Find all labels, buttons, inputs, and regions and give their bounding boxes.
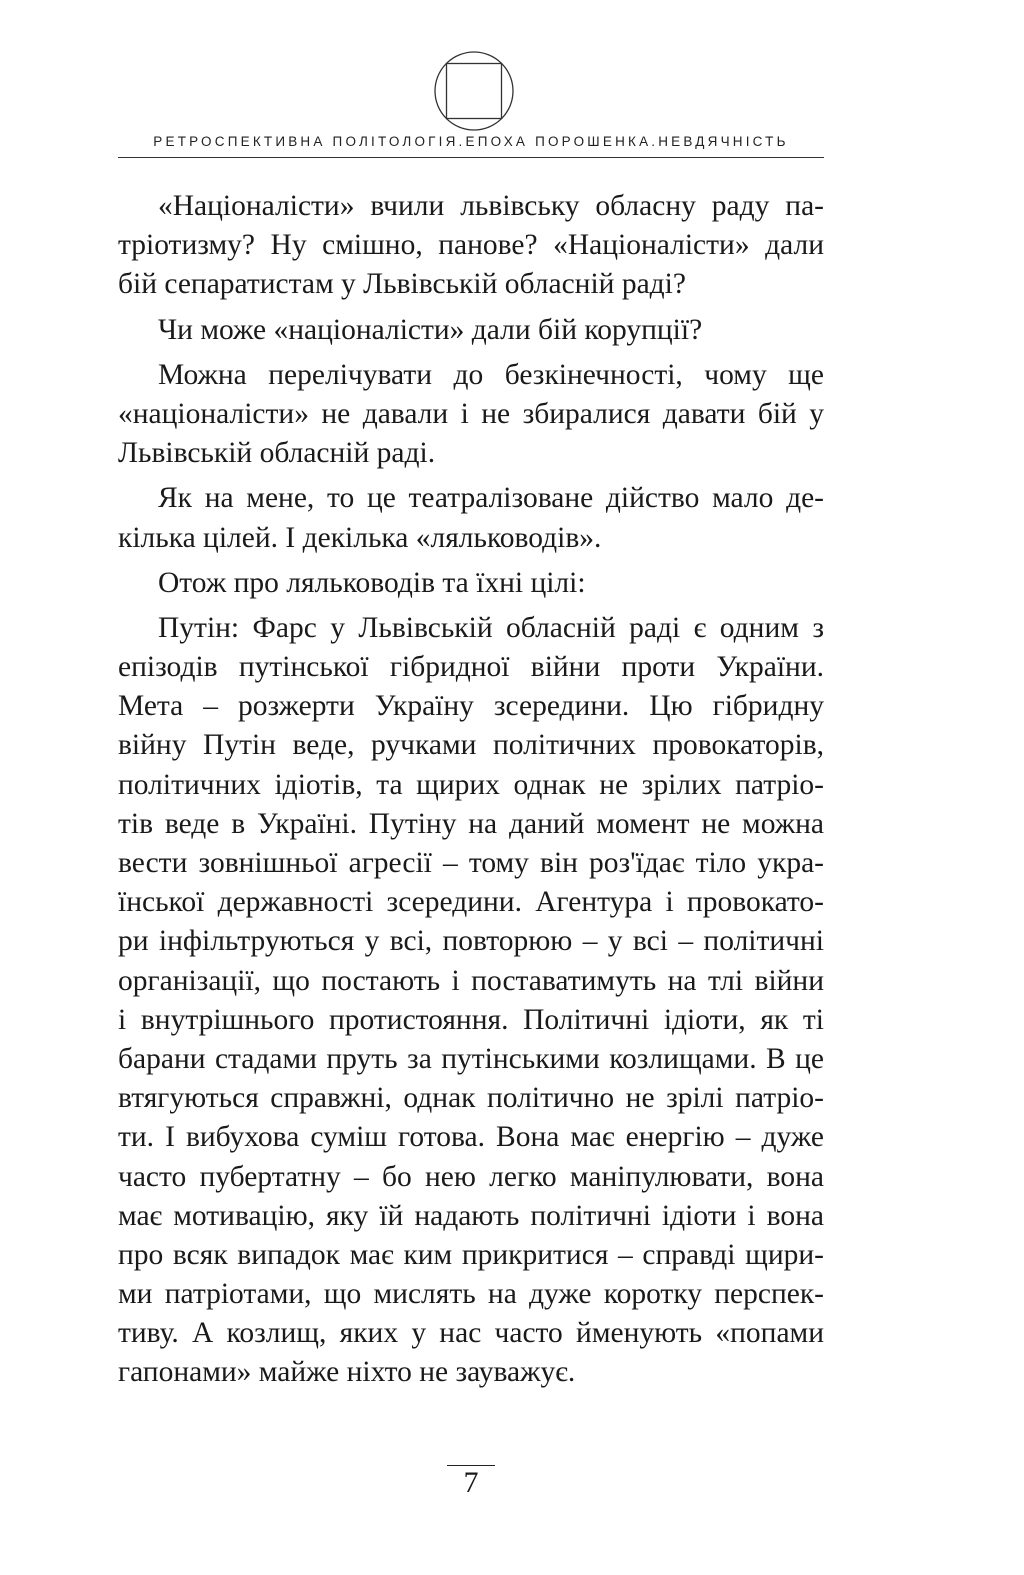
paragraph [118,311,824,350]
main-text [118,187,824,1393]
text-line: має мотивацію, яку їй надають політичні ідіоти і вона [118,1199,824,1232]
text-line: вести зовнішньої агресії – тому він роз'їдає тіло укра- [118,847,824,879]
paragraph [118,187,824,305]
running-header-title: РЕТРОСПЕКТИВНА ПОЛІТОЛОГІЯ.ЕПОХА ПОРОШЕНКА.НЕВДЯЧНІСТЬ [153,134,789,149]
text-line: політичних ідіотів, та щирих однак не зрілих патріо- [118,768,824,801]
circle-square-emblem-icon [433,50,515,132]
text-line: Львівській обласній раді. [118,437,436,470]
text-line: тів веде в Україні. Путіну на даний момент не можна [118,807,824,840]
text-line: гапонами» майже ніхто не зауважує. [118,1356,576,1389]
text-line: ми патріотами, що мислять на дуже коротку перспек- [118,1278,824,1311]
paragraph [118,609,824,1393]
text-line: їнської державності зсередини. Агентура і провокато- [118,886,824,919]
paragraph [118,356,824,474]
text-line: тріотизму? Ну смішно, панове? «Націоналісти» дали [118,229,824,262]
text-line: і внутрішнього протистояння. Політичні ідіоти, як ті [118,1003,824,1036]
paragraph [118,479,824,557]
text-line: тиву. А козлищ, яких у нас часто йменують «попами [118,1317,824,1350]
text-line: війну Путін веде, ручками політичних провокаторів, [118,729,824,762]
text-line: епізодів путінської гібридної війни проти України. [118,651,824,684]
text-line: «націоналісти» не давали і не збиралися давати бій у [118,397,824,430]
text-line: Як на мене, то це театралізоване дійство мало де- [158,482,824,515]
text-line: кілька цілей. І декілька «ляльководів». [118,521,602,554]
text-line: про всяк випадок має ким прикритися – справді щири- [118,1238,824,1271]
header-divider [118,157,824,158]
text-line: організації, що постають і поставатимуть на тлі війни [118,964,824,997]
text-line: барани стадами пруть за путінськими козлищами. В це [118,1042,824,1075]
paragraph [118,564,824,603]
text-line: Отож про ляльководів та їхні цілі: [158,566,586,599]
text-line: Можна перелічувати до безкінечності, чому ще [158,358,824,391]
page-number: 7 [463,1466,479,1499]
text-line: «Націоналісти» вчили львівську обласну раду па- [158,190,824,222]
text-line: ти. І вибухова суміш готова. Вона має енергію – дуже [118,1121,824,1154]
text-line: Путін: Фарс у Львівській обласній раді є одним з [158,611,824,644]
text-line: ри інфільтруються у всі, повторюю – у всі – політичні [118,925,824,958]
text-line: бій сепаратистам у Львівській обласній раді? [118,268,686,301]
text-line: втягуються справжні, однак політично не зрілі патріо- [118,1082,824,1115]
text-line: Мета – розжерти Україну зсередини. Цю гібридну [118,690,824,723]
text-line: часто пубертатну – бо нею легко маніпулювати, вона [118,1160,824,1193]
text-line: Чи може «націоналісти» дали бій корупції? [158,313,703,346]
